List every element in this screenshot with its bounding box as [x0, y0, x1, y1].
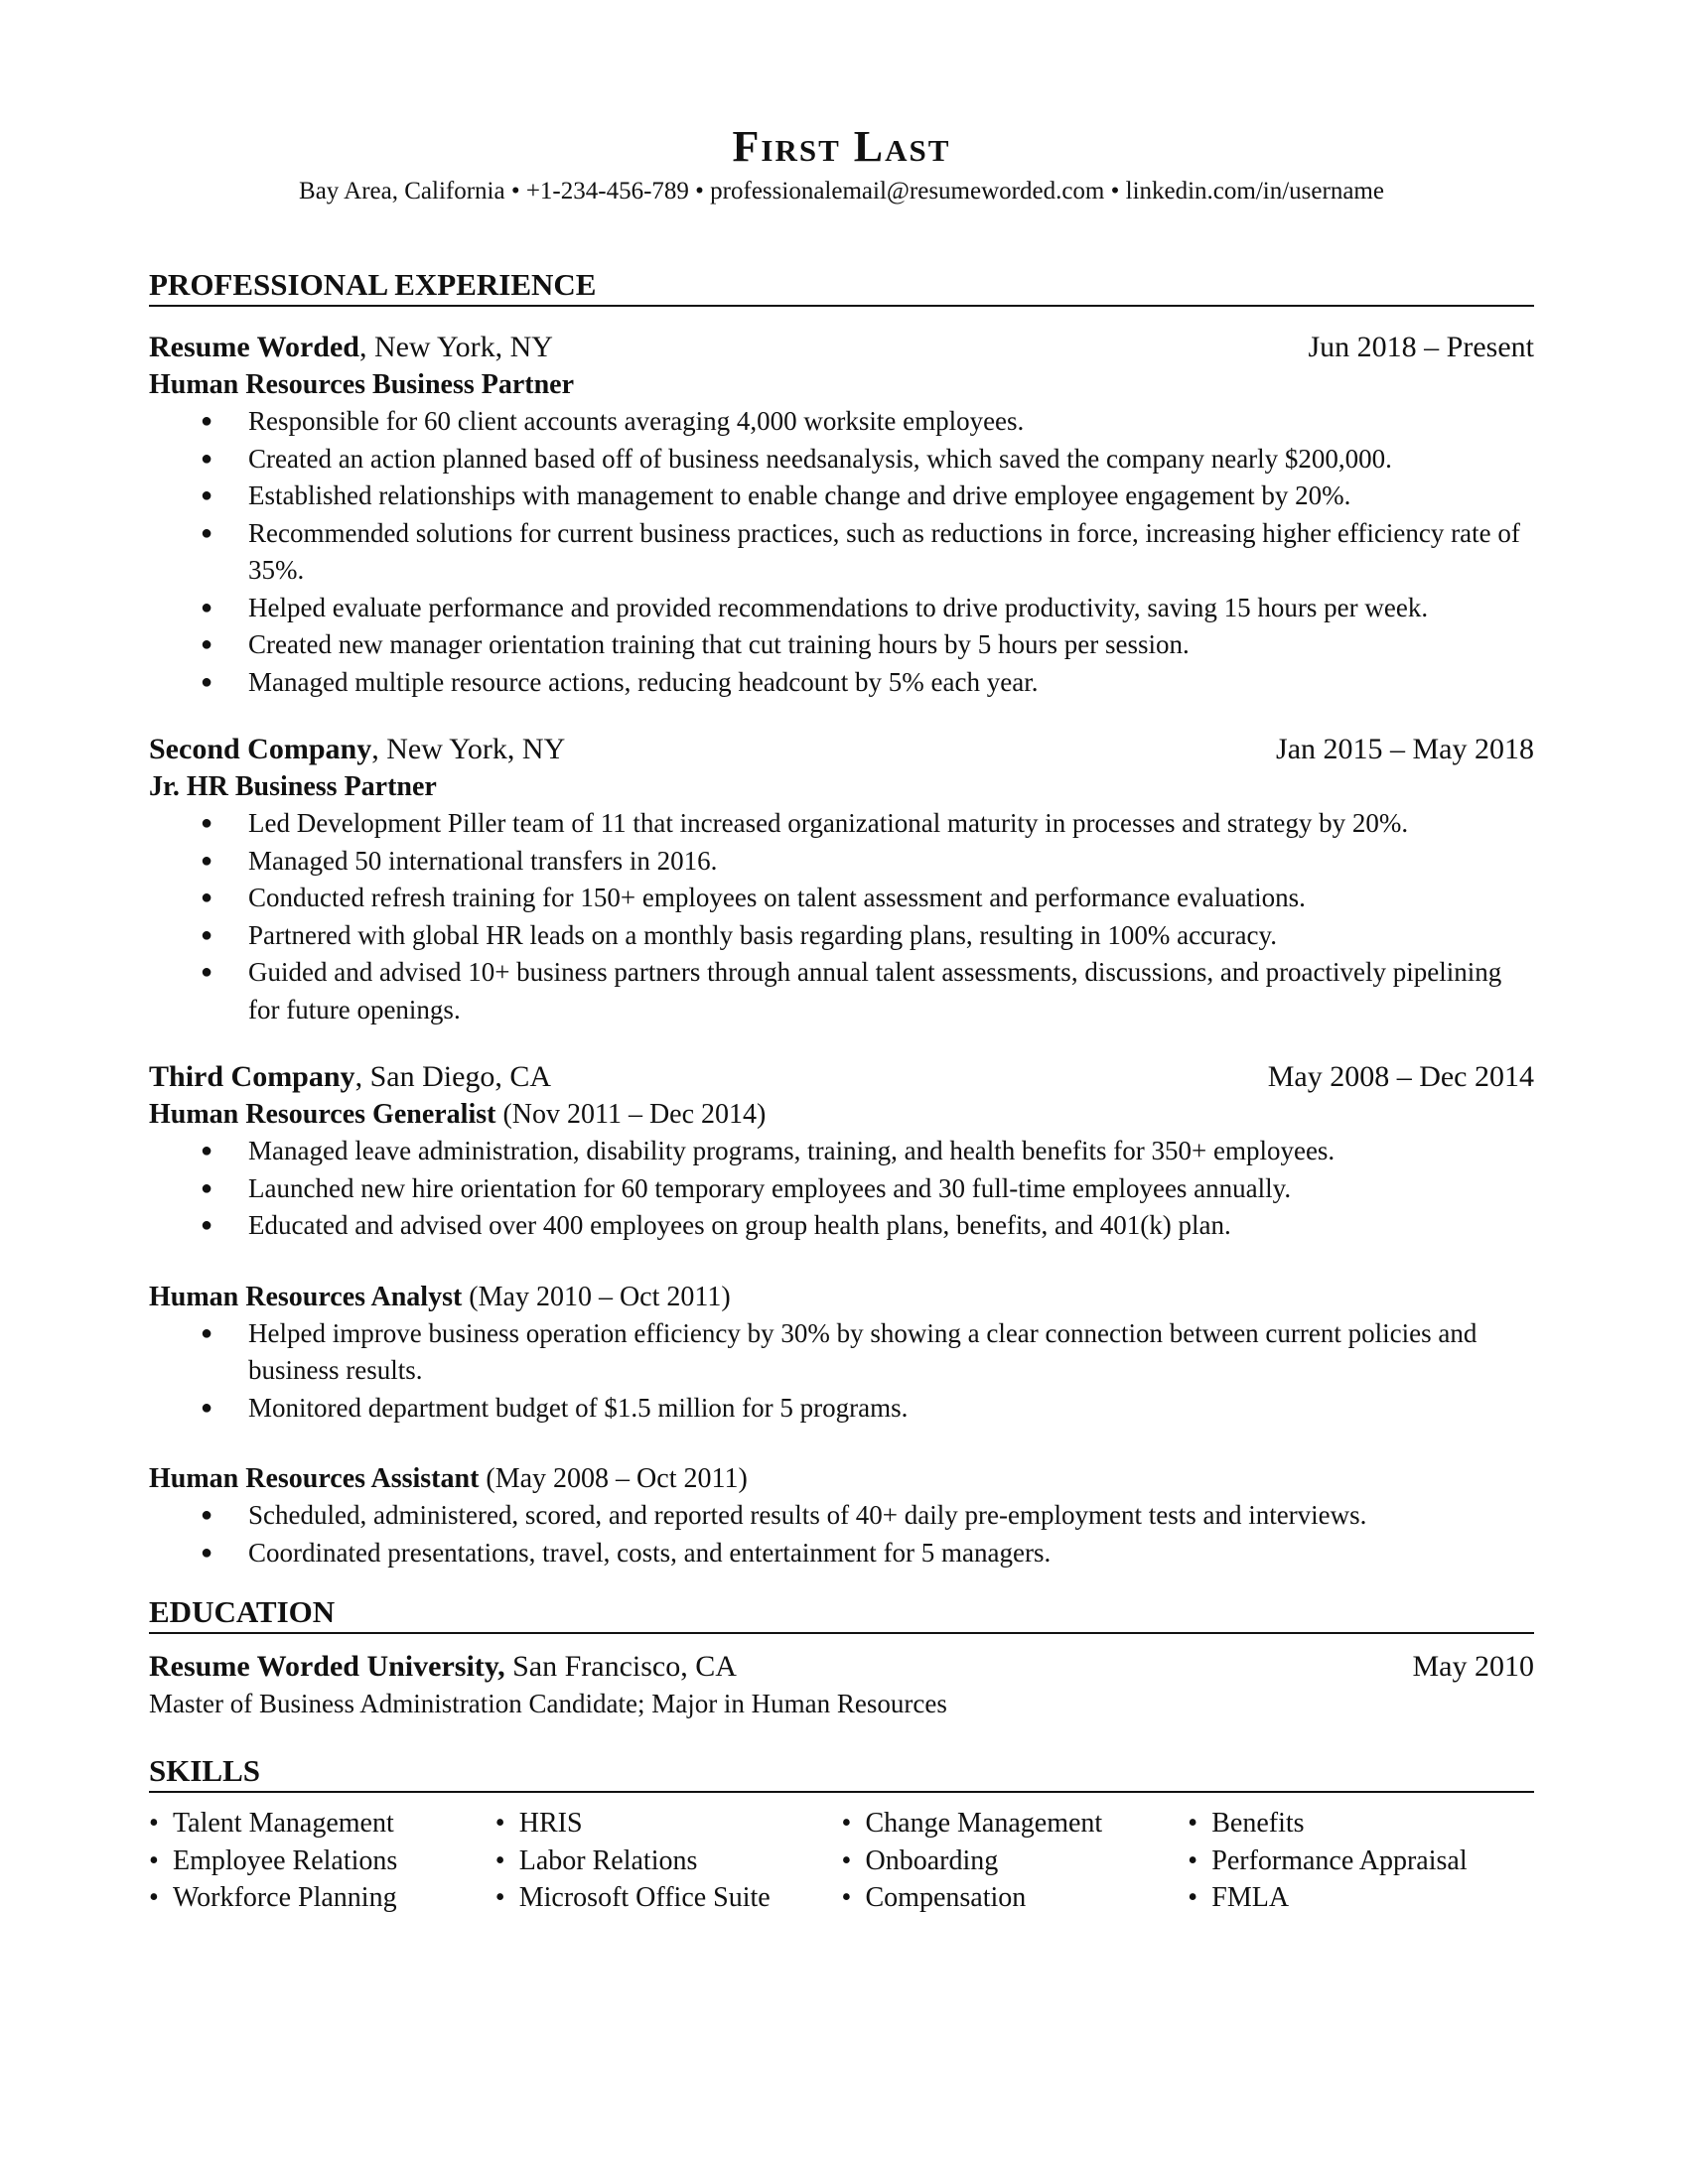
skill-item: • Employee Relations — [149, 1843, 495, 1880]
skills-column — [1188, 1805, 1534, 1917]
bullet-item: ● Guided and advised 10+ business partners through annual talent assessments, discussions, and proactively pipelining for future openings. — [149, 954, 1534, 1028]
candidate-name: First Last — [732, 122, 951, 171]
company-location: , New York, NY — [358, 331, 553, 363]
bullet-item: ● Educated and advised over 400 employees on group health plans, benefits, and 401(k) plan. — [149, 1207, 1534, 1245]
bullet-item: ● Created an action planned based off of business needsanalysis, which saved the company nearly $200,000. — [149, 441, 1534, 478]
company-name: Second Company — [149, 733, 372, 765]
bullet-item: ● Managed 50 international transfers in 2016. — [149, 843, 1534, 881]
bullet-item: ● Monitored department budget of $1.5 million for 5 programs. — [149, 1390, 1534, 1428]
role-period: (Nov 2011 – Dec 2014) — [495, 1099, 767, 1130]
company-name: Third Company — [149, 1060, 355, 1093]
skill-item: • Onboarding — [842, 1843, 1189, 1880]
bullet-item: ● Recommended solutions for current business practices, such as reductions in force, increasing higher efficiency rate of 35%. — [149, 515, 1534, 590]
education-section — [149, 1593, 1534, 1722]
role-title: Human Resources Assistant — [149, 1463, 480, 1494]
bullet-item: ● Established relationships with management to enable change and drive employee engagement by 20%. — [149, 478, 1534, 515]
degree-text: Master of Business Administration Candidate; Major in Human Resources — [149, 1689, 947, 1718]
bullet-list — [149, 403, 1534, 701]
contact-line: Bay Area, California • +1-234-456-789 • professionalemail@resumeworded.com • linkedin.com/in/username — [299, 178, 1384, 205]
experience-section — [149, 266, 1534, 1571]
company-location: , San Diego, CA — [354, 1060, 552, 1093]
role-period: (May 2010 – Oct 2011) — [462, 1281, 731, 1312]
skill-item: • Compensation — [842, 1879, 1189, 1917]
skill-item: • Benefits — [1188, 1805, 1534, 1843]
resume-page — [149, 119, 1534, 1917]
education-date: May 2010 — [1412, 1650, 1534, 1683]
bullet-item: ● Coordinated presentations, travel, costs, and entertainment for 5 managers. — [149, 1535, 1534, 1572]
role-title: Human Resources Analyst — [149, 1281, 463, 1312]
role-period: (May 2008 – Oct 2011) — [479, 1463, 748, 1494]
skill-item: • Workforce Planning — [149, 1879, 495, 1917]
education-heading: EDUCATION — [149, 1593, 1534, 1634]
bullet-list — [149, 1497, 1534, 1571]
job-dates: Jun 2018 – Present — [1308, 331, 1534, 363]
skill-item: • Microsoft Office Suite — [495, 1879, 842, 1917]
skill-item: • Change Management — [842, 1805, 1189, 1843]
bullet-item: ● Created new manager orientation training that cut training hours by 5 hours per session. — [149, 626, 1534, 664]
skills-section — [149, 1752, 1534, 1917]
skills-grid — [149, 1805, 1534, 1917]
skills-heading: SKILLS — [149, 1752, 1534, 1793]
job-entry — [149, 329, 1534, 701]
company-location: , New York, NY — [371, 733, 566, 765]
bullet-item: ● Responsible for 60 client accounts averaging 4,000 worksite employees. — [149, 403, 1534, 441]
skills-column — [842, 1805, 1189, 1917]
job-entry — [149, 731, 1534, 1028]
job-dates: Jan 2015 – May 2018 — [1276, 733, 1534, 765]
bullet-item: ● Managed leave administration, disability programs, training, and health benefits for 350+ employees. — [149, 1133, 1534, 1170]
skills-column — [495, 1805, 842, 1917]
role-title: Human Resources Business Partner — [149, 369, 575, 400]
bullet-item: ● Scheduled, administered, scored, and reported results of 40+ daily pre-employment tests and interviews. — [149, 1497, 1534, 1535]
role-title: Jr. HR Business Partner — [149, 771, 437, 802]
skill-item: • Talent Management — [149, 1805, 495, 1843]
school-name: Resume Worded University, — [149, 1650, 505, 1683]
job-entry — [149, 1058, 1534, 1571]
skill-item: • Performance Appraisal — [1188, 1843, 1534, 1880]
company-name: Resume Worded — [149, 331, 359, 363]
bullet-item: ● Helped evaluate performance and provided recommendations to drive productivity, saving 15 hours per week. — [149, 590, 1534, 627]
skills-column — [149, 1805, 495, 1917]
bullet-item: ● Helped improve business operation efficiency by 30% by showing a clear connection between current policies and business results. — [149, 1315, 1534, 1390]
experience-heading: PROFESSIONAL EXPERIENCE — [149, 266, 1534, 307]
bullet-item: ● Partnered with global HR leads on a monthly basis regarding plans, resulting in 100% accuracy. — [149, 917, 1534, 955]
school-location: San Francisco, CA — [504, 1650, 737, 1683]
skill-item: • Labor Relations — [495, 1843, 842, 1880]
bullet-list — [149, 1133, 1534, 1245]
bullet-list — [149, 805, 1534, 1028]
bullet-item: ● Launched new hire orientation for 60 temporary employees and 30 full-time employees annually. — [149, 1170, 1534, 1208]
skill-item: • FMLA — [1188, 1879, 1534, 1917]
bullet-item: ● Managed multiple resource actions, reducing headcount by 5% each year. — [149, 664, 1534, 702]
bullet-item: ● Led Development Piller team of 11 that increased organizational maturity in processes and strategy by 20%. — [149, 805, 1534, 843]
job-dates: May 2008 – Dec 2014 — [1267, 1060, 1534, 1093]
bullet-item: ● Conducted refresh training for 150+ employees on talent assessment and performance evaluations. — [149, 880, 1534, 917]
bullet-list — [149, 1315, 1534, 1428]
skill-item: • HRIS — [495, 1805, 842, 1843]
role-title: Human Resources Generalist — [149, 1099, 496, 1130]
